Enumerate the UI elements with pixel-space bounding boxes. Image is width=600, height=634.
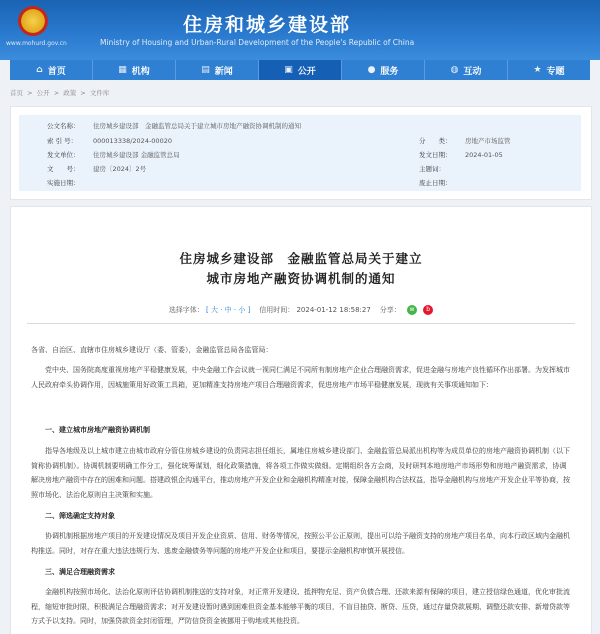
meta-category-row [419,136,511,145]
nav-item-news[interactable] [176,60,259,80]
meta-label: 发文日期： [419,151,452,159]
nav-item-label: 新闻 [214,66,233,77]
home-icon: ⌂ [36,65,43,75]
meta-keyword-row [419,164,465,173]
meta-docno-row [47,164,146,173]
breadcrumb-open[interactable]: 公开 [36,89,50,97]
doc-paragraph-2: 指导各地级及以上城市建立由城市政府分管住房城乡建设的负责同志担任组长，属地住房城乡建设部门、金融监管总局派出机构等为成员单位的房地产融资协调机制（以下简称协调机制）。协调机制要明确工作分工，强化统筹谋划，细化政策措施，将各项工作做实做细。定期组织各方会商，及时研判本地房地产市场形势和房地产融资需求，协调解决房地产融资中存在的困难和问题。搭建政银企沟通平台，推动房地产开发企业和金融机构精准对接，保障金融机构合法权益，指导金融机构与房地产开发企业平等协商，按照市场化、法治化原则自主决策和实施。 [31,447,570,499]
font-size-label: 选择字体： [168,306,204,314]
meta-value: 2024-01-05 [465,151,503,159]
doc-section-3-heading: 三、满足合理融资需求 [45,568,115,576]
doc-paragraph-3: 协调机制根据房地产项目的开发建设情况及项目开发企业资质、信用、财务等情况，按照公平公正原则，提出可以给予融资支持的房地产项目名单，向本行政区域内金融机构推送。同时，对存在重大违法违规行为、逃废金融债务等问题的房地产开发企业和项目，要提示金融机构审慎开展授信。 [31,532,570,555]
document-meta-inner [19,115,581,191]
meta-value: 住房城乡建设部 金融监管总局 [93,151,180,159]
site-subtitle-en: Ministry of Housing and Urban-Rural Development of the People's Republic of China [100,38,415,47]
open-icon: ▣ [284,65,293,75]
topic-icon: ★ [533,65,542,75]
breadcrumb-library[interactable]: 文件库 [89,89,110,97]
service-icon: ● [367,65,376,75]
nav-item-interact[interactable] [425,60,508,80]
breadcrumb-separator: > [80,89,86,97]
meta-label: 索 引 号： [47,137,78,145]
meta-value: 000013338/2024-00020 [93,137,172,145]
site-header [0,0,600,60]
meta-label: 废止日期： [419,179,452,187]
nav-item-label: 机构 [131,66,150,77]
meta-date-row [419,150,503,159]
doc-addressee: 各省、自治区、直辖市住房城乡建设厅（委、管委），金融监管总局各监管局： [31,346,273,354]
time-value: 2024-01-12 18:58:27 [296,306,371,314]
meta-label: 实施日期： [47,179,80,187]
nav-item-home[interactable] [10,60,93,80]
breadcrumb-home[interactable]: 首页 [10,89,23,97]
nav-item-topic[interactable] [508,60,590,80]
chat-icon: ◍ [450,65,459,75]
breadcrumb-separator: > [53,89,60,97]
nav-item-org[interactable] [93,60,176,80]
breadcrumb-separator: > [27,89,33,97]
doc-section-2-heading: 二、筛选确定支持对象 [45,512,115,520]
nav-item-service[interactable] [342,60,425,80]
nav-item-label: 互动 [463,66,482,77]
meta-title-row [47,121,301,130]
building-icon: ▦ [118,65,127,75]
meta-label: 主题词： [419,165,445,173]
doc-toolbar [11,305,591,315]
document-body [10,206,592,634]
news-icon: ▤ [201,65,210,75]
site-title: 住房和城乡建设部 [183,14,352,36]
nav-item-label: 首页 [47,66,66,77]
meta-label: 公文名称： [47,122,80,130]
nav-item-label: 公开 [297,66,316,77]
meta-index-row [47,136,172,145]
weibo-share-icon[interactable]: b [423,305,433,315]
document-meta-panel [10,106,592,200]
meta-value: 住房城乡建设部 金融监管总局关于建立城市房地产融资协调机制的通知 [93,122,301,130]
breadcrumb [10,88,111,97]
share-label: 分享： [379,306,401,314]
meta-issuer-row [47,150,180,159]
doc-paragraph-1: 党中央、国务院高度重视房地产平稳健康发展，中央金融工作会议就一视同仁满足不同所有制房地产企业合理融资需求，促进金融与房地产良性循环作出部署。为发挥城市人民政府牵头协调作用，因城施策用好政策工具箱，更加精准支持房地产项目合理融资需求，促进房地产市场平稳健康发展，现就有关事项通知如下： [31,366,570,389]
font-size-selector[interactable]: [ 大 · 中 · 小 ] [206,306,251,314]
main-nav [10,60,590,80]
toolbar-divider [27,323,575,324]
meta-repeal-row [419,178,465,187]
doc-title-line2: 城市房地产融资协调机制的通知 [206,271,396,286]
time-label: 信用时间： [259,306,295,314]
meta-label: 发文单位： [47,151,80,159]
breadcrumb-policy[interactable]: 政策 [63,89,77,97]
meta-label: 文 号： [47,165,80,173]
meta-value: 建房〔2024〕2号 [93,165,147,173]
doc-paragraph-4: 金融机构按照市场化、法治化原则评估协调机制推送的支持对象，对正常开发建设、抵押物充足、资产负债合理、还款来源有保障的项目，建立授信绿色通道，优化审批流程，缩短审批时限，积极满足合理融资需求；对开发建设暂时遇到困难但资金基本能够平衡的项目，不盲目抽贷、断贷、压贷，通过存量贷款展期、调整还款安排、新增贷款等方式予以支持。同时，加强贷款资金封闭管理，严防信贷资金被挪用于购地或其他投资。 [31,588,570,626]
national-emblem-icon [18,6,48,36]
wechat-share-icon[interactable]: w [407,305,417,315]
doc-title-line1: 住房城乡建设部 金融监管总局关于建立 [179,251,423,266]
nav-item-label: 服务 [380,66,399,77]
meta-label: 分 类： [419,137,452,145]
site-url[interactable]: www.mohurd.gov.cn [6,40,67,47]
nav-item-label: 专题 [546,66,565,77]
meta-effective-row [47,178,93,187]
doc-section-1-heading: 一、建立城市房地产融资协调机制 [45,426,150,434]
nav-item-open[interactable] [259,60,342,80]
meta-value: 房地产市场监管 [465,137,511,145]
